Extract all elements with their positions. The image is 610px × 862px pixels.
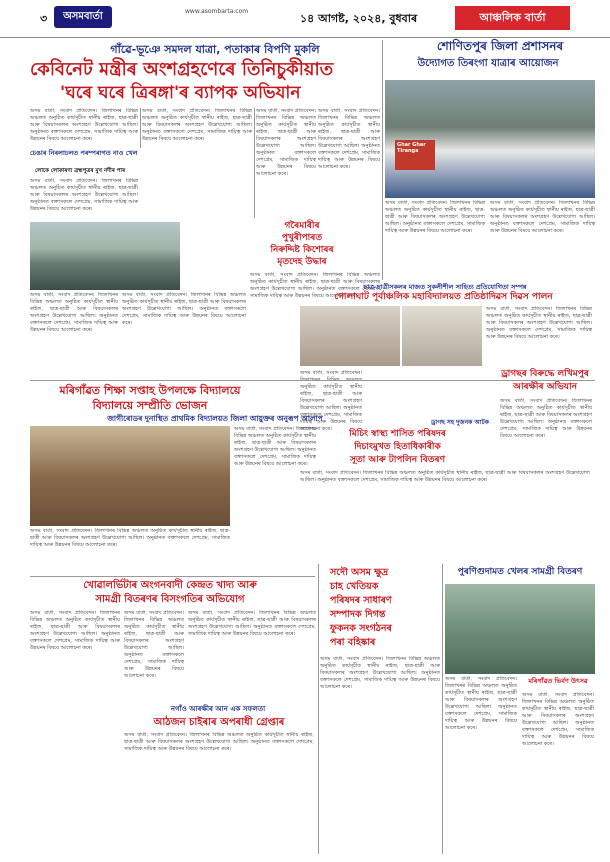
tea-headline-line4: সম্পাদক দিগন্ত	[330, 609, 386, 620]
anganwadi-headline-line2: সামগ্ৰী বিতৰণৰ বিসংগতিৰ অভিযোগ	[95, 594, 245, 605]
main-story-col2	[142, 108, 252, 218]
right-headline-line2: উদ্যোগত তিৰংগা যাত্ৰাৰ আয়োজন	[417, 58, 559, 69]
rally-photo	[385, 80, 595, 198]
column-rule	[318, 564, 319, 854]
festival-headline: মৰিগাঁৱত ভিৰ্বণ উৎসৱ	[528, 677, 588, 685]
main-headline-line2: 'ঘৰে ঘৰে ত্ৰিৰঙ্গা'ৰ ব্যাপক অভিযান	[60, 83, 301, 103]
tea-headline-line2: চাহ খেতিয়ক	[330, 581, 379, 592]
section-label: আঞ্চলিক বাৰ্তা	[455, 6, 570, 30]
kicker-headline: গাঁৱে-ভূঞে সমদল যাত্ৰা, পতাকাৰ বিপণি মুকলি	[110, 43, 320, 56]
main-story-col1	[30, 108, 138, 148]
column-rule	[382, 40, 383, 280]
column-rule	[140, 108, 141, 148]
boat-photo-story2	[122, 292, 246, 380]
flood-headline-line4: মৃতদেহ উদ্ধাৰ	[277, 257, 327, 267]
page-number: ৩	[40, 12, 48, 25]
college-story	[486, 306, 592, 366]
column-rule	[254, 108, 255, 218]
flood-headline-line2: পুখুৰীপাৰত	[281, 233, 323, 243]
sports-headline: পুৰণিগুদামত খেলৰ সামগ্ৰী বিতৰণ	[457, 567, 583, 577]
boat-headline: চেঙাৰ নিৰলাচলত পৰম্পৰাগত নাও খেল	[30, 149, 138, 157]
flood-headline-line3: নিৰুদ্দিষ্ট কিশোৰৰ	[270, 245, 334, 255]
website-url: www.asombarta.com	[185, 8, 249, 15]
main-headline-line1: কেবিনেট মন্ত্ৰীৰ অংশগ্ৰহণেৰে তিনিচুকীয়াত	[30, 59, 334, 80]
flood-headline-line1: গৰৈমাৰীৰ	[284, 221, 320, 231]
anganwadi-story-col3	[188, 610, 316, 700]
masthead	[0, 0, 610, 38]
education-caption	[30, 528, 230, 568]
newspaper-logo: অসমবাৰ্তা	[54, 6, 112, 28]
college-headline: গোলাঘাট পূৰ্বাঞ্চলিক মহাবিদ্যালয়ত প্ৰতিষ্ঠাদিৱস দিৱস পালন	[334, 292, 553, 302]
tea-headline-line3: পৰিষদৰ সাধাৰণ	[330, 595, 392, 606]
rally-story-col2	[490, 200, 595, 282]
health-side-text	[300, 370, 362, 430]
drugs-story	[500, 398, 592, 468]
column-rule	[442, 564, 443, 854]
sports-story	[445, 676, 517, 850]
boat-story	[30, 178, 138, 220]
education-headline-line2: বিদ্যালয়ে সম্প্ৰীতি ভোজন	[92, 399, 208, 412]
health-story	[300, 470, 590, 560]
horizontal-rule	[30, 576, 315, 577]
center-story	[318, 108, 380, 238]
festival-story	[522, 692, 594, 850]
thief-kicker: নগাঁও আৰক্ষীৰ আন এক সফলতা	[170, 705, 266, 713]
tea-headline-line5: ফুকনক সংগঠনৰ	[330, 623, 392, 634]
rally-sign: Ghar Ghar Tiranga	[395, 140, 435, 170]
tea-story	[320, 656, 440, 852]
health-headline-line2: দিচাংমুখত হিতাধিকাৰীক	[354, 442, 441, 452]
anganwadi-story-col1	[30, 610, 120, 850]
education-headline-line1: মৰিগাঁৱত শিক্ষা সপ্তাহ উপলক্ষে বিদ্যালয়ে	[59, 384, 241, 397]
college-kicker: ছাত্ৰ-ছাত্ৰীসকলৰ মাজত সুকলীশীল সাহিত্য প্ৰতিযোগিতা সম্পন্ন	[363, 283, 527, 291]
boat-subheadline: লোকে লোকাৰণ্য ব্ৰহ্মপুত্ৰৰ মুখ নদীৰ পাৰ	[35, 168, 126, 174]
anganwadi-story-col2	[124, 610, 184, 700]
health-headline-line1: মিচিং স্বাস্থ্য শাসিত পৰিষদৰ	[349, 429, 446, 439]
sports-photo	[445, 584, 595, 674]
drugs-kicker: ড্ৰাগছ সহ দুজনক আটক	[431, 419, 489, 426]
drugs-headline-line2: আৰক্ষীৰ অভিযান	[513, 382, 577, 392]
education-kicker: জাগীৰোডৰ দুনাস্থিত প্ৰাথমিক বিদ্যালয়ত জিলা আয়ুক্তৰ অনুৰূপ আলাপ	[107, 414, 323, 423]
drugs-headline-line1: ড্ৰাগছৰ বিৰুদ্ধে লখিমপুৰ	[501, 369, 589, 379]
rally-story-col1	[385, 200, 485, 282]
thief-story	[124, 732, 314, 850]
anganwadi-headline-line1: খোৱালৰ্ভিটাৰ অংগনবাদী কেন্দ্ৰত খাদ্য আৰু	[83, 580, 257, 591]
boat-photo-story	[30, 292, 118, 380]
education-photo	[30, 426, 230, 526]
boat-race-photo	[30, 222, 180, 290]
main-story-col3	[256, 108, 316, 218]
thief-headline: আঠজন চাইৰাৰ অপৰাধী গ্ৰেপ্তাৰ	[153, 717, 285, 728]
tea-headline-line6: পৰা বহিষ্কাৰ	[330, 637, 376, 648]
college-photo-1	[300, 306, 400, 366]
date-line: ১৪ আগষ্ট, ২০২৪, বুধবাৰ	[300, 12, 418, 25]
health-headline-line3: সূতা আৰু টাপলিন বিতৰণ	[349, 455, 446, 465]
tea-headline-line1: সদৌ অসম ক্ষুদ্ৰ	[330, 567, 389, 578]
horizontal-rule	[30, 380, 595, 381]
college-photo-2	[402, 306, 482, 366]
right-headline-line1: শোণিতপুৰ জিলা প্ৰশাসনৰ	[436, 39, 564, 53]
